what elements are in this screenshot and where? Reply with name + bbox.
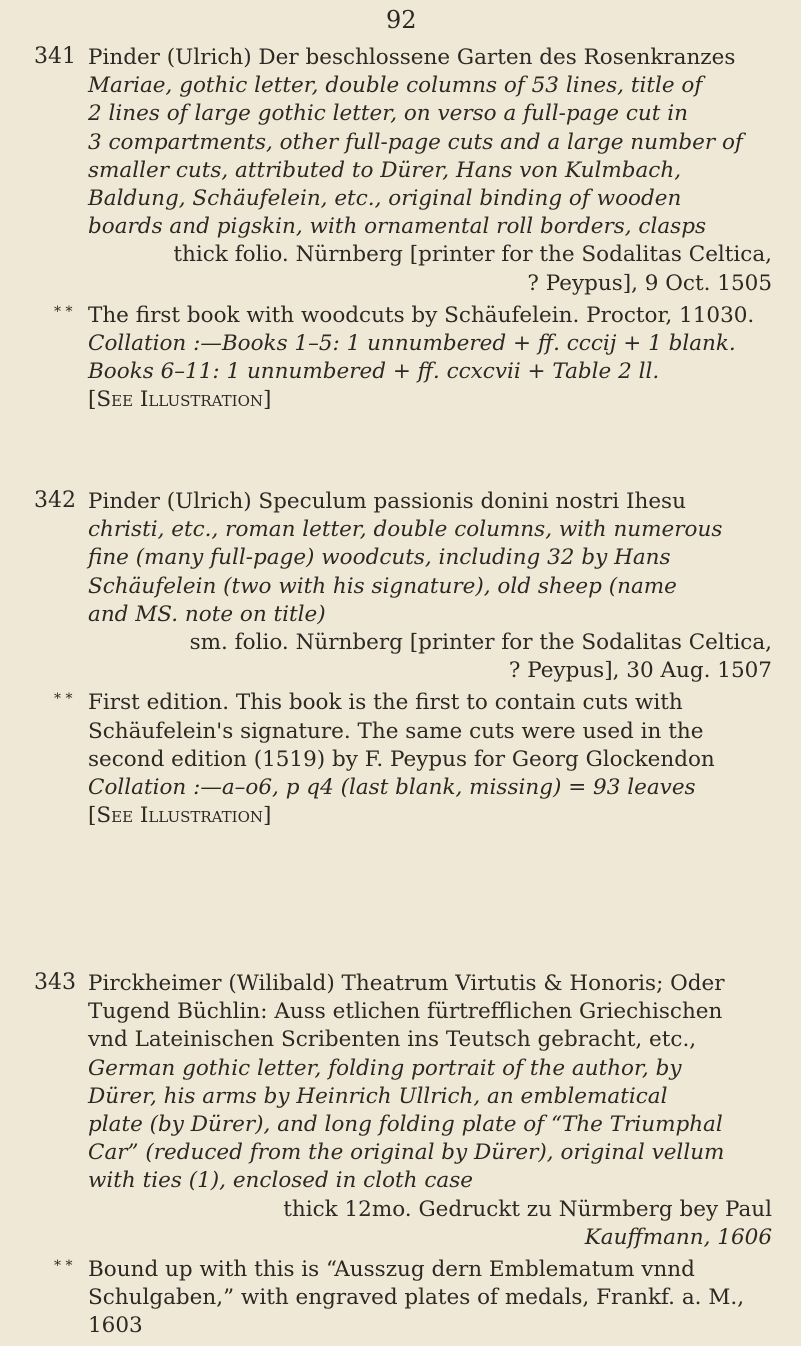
catalogue-entry-341 (34, 44, 786, 415)
description-line: Car” (reduced from the original by Dürer), original vellum (88, 1140, 725, 1166)
description-line: Dürer, his arms by Heinrich Ullrich, an emblematical (88, 1083, 668, 1109)
lot-number: 343 (34, 970, 76, 995)
description-line: Pirckheimer (Wilibald) Theatrum Virtutis & Honoris; Oder (88, 971, 725, 996)
description-line: with ties (1), enclosed in cloth case (88, 1168, 473, 1194)
lot-number: 341 (34, 44, 76, 69)
description-line: 2 lines of large gothic letter, on verso a full-page cut in (88, 101, 688, 127)
imprint-line: thick folio. Nürnberg [printer for the Sodalitas Celtica, (173, 242, 772, 268)
collation: Collation :—a–o6, p q4 (last blank, missing) = 93 leaves (88, 775, 696, 801)
description-line: plate (by Dürer), and long folding plate of “The Triumphal (88, 1112, 723, 1138)
description-line: and MS. note on title) (88, 601, 326, 627)
imprint-line: Kauffmann, 1606 (584, 1224, 772, 1250)
note-text: Bound up with this is “Ausszug dern Emblematum vnnd Schulgaben,” with engraved plates of medals, Frankf. a. M., 1603 (88, 1257, 745, 1339)
description-line: Pinder (Ulrich) Speculum passionis donini nostri Ihesu (88, 489, 686, 514)
description-line: fine (many full-page) woodcuts, including 32 by Hans (88, 545, 671, 571)
lot-number: 342 (34, 488, 76, 513)
description-line: Baldung, Schäufelein, etc., original binding of wooden (88, 186, 682, 212)
description-line: 3 compartments, other full-page cuts and a large number of (88, 129, 743, 155)
description-line: German gothic letter, folding portrait of the author, by (88, 1055, 682, 1081)
imprint-line: ? Peypus], 30 Aug. 1507 (508, 658, 772, 684)
note-asterisks: * * (54, 1258, 73, 1275)
note-text: The first book with woodcuts by Schäufelein. Proctor, 11030. (88, 302, 755, 328)
note-text: First edition. This book is the first to contain cuts with Schäufelein's signature. The same cuts were used in the second edition (1519) by F. Peypus for Georg Glockendon (88, 690, 715, 772)
see-illustration: [See Illustration] (88, 387, 272, 413)
description-line: Schäufelein (two with his signature), old sheep (name (88, 573, 677, 599)
description-line: Mariae, gothic letter, double columns of 53 lines, title of (88, 73, 703, 99)
description-line: Tugend Büchlin: Auss etlichen fürtrefflichen Griechischen (88, 999, 723, 1025)
description-line: Pinder (Ulrich) Der beschlossene Garten des Rosenkranzes (88, 45, 736, 70)
imprint-line: sm. folio. Nürnberg [printer for the Sodalitas Celtica, (189, 630, 772, 656)
imprint-line: thick 12mo. Gedruckt zu Nürmberg bey Paul (283, 1196, 772, 1222)
note-asterisks: * * (54, 691, 73, 708)
collation: Collation :—Books 1–5: 1 unnumbered + ff. cccij + 1 blank. Books 6–11: 1 unnumbered + ff. ccxcvii + Table 2 ll. (88, 331, 736, 385)
page-number: 92 (386, 6, 417, 34)
description-line: smaller cuts, attributed to Dürer, Hans von Kulmbach, (88, 157, 682, 183)
description-line: vnd Lateinischen Scribenten ins Teutsch gebracht, etc., (88, 1027, 697, 1053)
imprint-line: ? Peypus], 9 Oct. 1505 (527, 270, 772, 296)
note-asterisks: * * (54, 303, 73, 320)
description-line: christi, etc., roman letter, double columns, with numerous (88, 517, 723, 543)
catalogue-entry-342 (34, 488, 786, 830)
description-line: boards and pigskin, with ornamental roll borders, clasps (88, 214, 706, 240)
catalogue-entry-343 (34, 970, 786, 1341)
see-illustration: [See Illustration] (88, 803, 272, 829)
